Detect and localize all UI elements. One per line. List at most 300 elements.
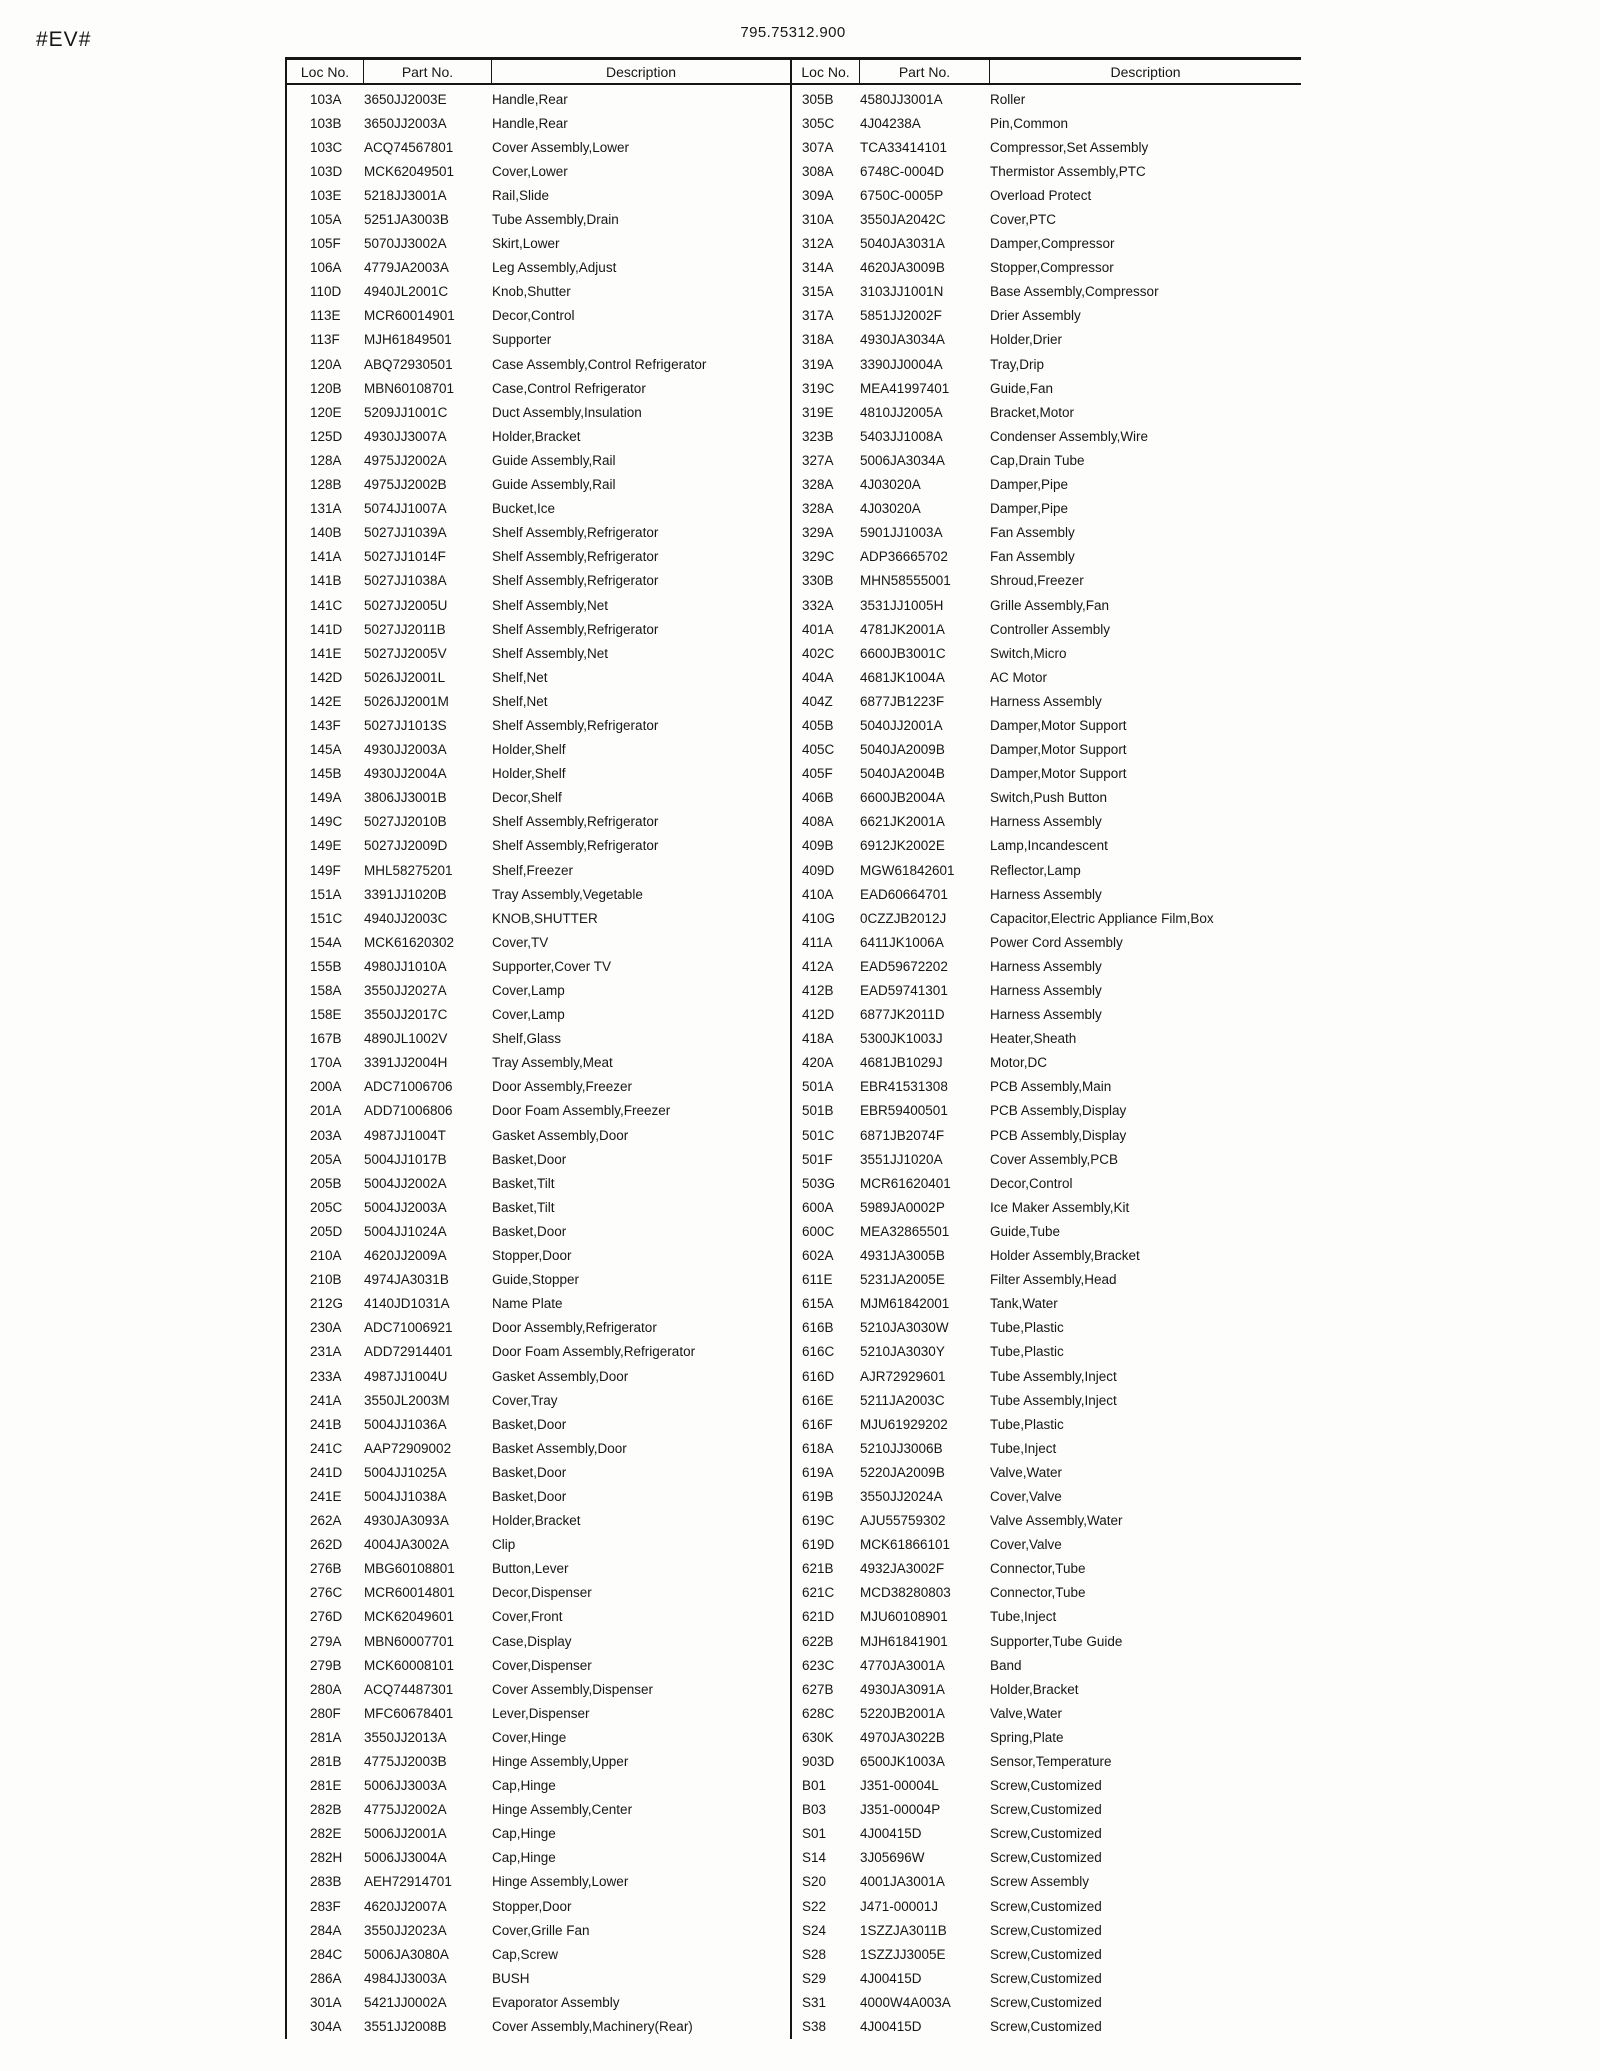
loc-no: 301A	[310, 1994, 342, 2010]
table-row	[792, 111, 1301, 135]
description: Supporter,Cover TV	[492, 958, 612, 974]
part-no: 3550JJ2027A	[364, 983, 447, 999]
description: Basket,Tilt	[492, 1175, 555, 1191]
part-no: 4940JL2001C	[364, 284, 449, 300]
table-row	[287, 376, 790, 400]
description: Screw,Customized	[990, 1802, 1102, 1818]
part-no: 5210JA3030Y	[860, 1344, 945, 1360]
table-row	[287, 400, 790, 424]
loc-no: 283F	[310, 1898, 341, 1914]
table-row	[287, 1003, 790, 1027]
table-row	[287, 1171, 790, 1195]
loc-no: 319A	[802, 356, 834, 372]
table-row	[792, 256, 1301, 280]
description: Connector,Tube	[990, 1585, 1086, 1601]
part-no: MCK60008101	[364, 1657, 455, 1673]
part-no: AAP72909002	[364, 1440, 452, 1456]
description: Tube Assembly,Inject	[990, 1368, 1117, 1384]
part-no: MBG60108801	[364, 1561, 455, 1577]
part-no: 4974JA3031B	[364, 1272, 449, 1288]
loc-no: 619D	[802, 1537, 835, 1553]
table-row	[792, 786, 1301, 810]
table-row	[287, 424, 790, 448]
part-no: 5004JJ1038A	[364, 1488, 447, 1504]
description: Tube Assembly,Inject	[990, 1392, 1117, 1408]
part-no: 4930JJ3007A	[364, 428, 447, 444]
table-row	[287, 1990, 790, 2014]
table-row	[287, 1918, 790, 1942]
table-row	[287, 1027, 790, 1051]
loc-no: S01	[802, 1826, 827, 1842]
part-no: 4810JJ2005A	[860, 404, 943, 420]
loc-no: 304A	[310, 2019, 342, 2035]
loc-no: 158E	[310, 1007, 342, 1023]
description: Case,Display	[492, 1633, 572, 1649]
part-no: 4940JJ2003C	[364, 910, 448, 926]
part-no: 5027JJ1038A	[364, 573, 447, 589]
part-no: 5027JJ2005U	[364, 597, 448, 613]
description: Cover,Lamp	[492, 983, 565, 999]
table-row	[287, 1677, 790, 1701]
part-no: 5004JJ2003A	[364, 1199, 447, 1215]
loc-no: S24	[802, 1922, 827, 1938]
loc-no: 142E	[310, 693, 342, 709]
table-row	[287, 1123, 790, 1147]
loc-no: 276D	[310, 1609, 343, 1625]
table-row	[287, 641, 790, 665]
loc-no: 145B	[310, 766, 342, 782]
loc-no: 155B	[310, 958, 342, 974]
part-no: 5004JJ1017B	[364, 1151, 447, 1167]
table-row	[287, 1966, 790, 1990]
loc-no: 621D	[802, 1609, 835, 1625]
description: Cover Assembly,PCB	[990, 1151, 1119, 1167]
loc-no: 404Z	[802, 693, 833, 709]
part-no: 4681JB1029J	[860, 1055, 943, 1071]
table-row	[287, 1725, 790, 1749]
part-no: 3391JJ2004H	[364, 1055, 448, 1071]
loc-no: 149C	[310, 814, 343, 830]
table-row	[287, 906, 790, 930]
loc-no: 412A	[802, 958, 834, 974]
description: Tube,Inject	[990, 1440, 1057, 1456]
description: Cover Assembly,Lower	[492, 139, 630, 155]
part-no: ACQ74487301	[364, 1681, 454, 1697]
table-row	[792, 424, 1301, 448]
part-no: 5901JJ1003A	[860, 525, 943, 541]
table-row	[287, 858, 790, 882]
loc-no: 210B	[310, 1272, 342, 1288]
part-no: MEA32865501	[860, 1223, 950, 1239]
table-row	[287, 497, 790, 521]
table-row	[287, 1653, 790, 1677]
table-row	[287, 1798, 790, 1822]
part-no: 4987JJ1004T	[364, 1127, 446, 1143]
table-row	[792, 1749, 1301, 1773]
table-row	[287, 111, 790, 135]
description: Harness Assembly	[990, 886, 1102, 902]
part-no: 6871JB2074F	[860, 1127, 945, 1143]
table-row	[792, 448, 1301, 472]
description: Cover,Grille Fan	[492, 1922, 590, 1938]
part-no: MJU60108901	[860, 1609, 948, 1625]
description: Screw,Customized	[990, 2019, 1102, 2035]
loc-no: 141D	[310, 621, 343, 637]
table-row	[792, 1051, 1301, 1075]
part-no: 4980JJ1010A	[364, 958, 447, 974]
description: Tube,Plastic	[990, 1416, 1064, 1432]
loc-no: 205C	[310, 1199, 343, 1215]
loc-no: 410A	[802, 886, 834, 902]
table-row	[792, 2015, 1301, 2039]
part-no: J351-00004P	[860, 1802, 941, 1818]
table-row	[792, 352, 1301, 376]
loc-no: 405C	[802, 742, 835, 758]
description: Tray Assembly,Vegetable	[492, 886, 643, 902]
table-row	[287, 135, 790, 159]
part-no: 6411JK1006A	[860, 934, 944, 950]
loc-no: 276C	[310, 1585, 343, 1601]
part-no: 5027JJ2005V	[364, 645, 447, 661]
table-row	[287, 1533, 790, 1557]
description: Spring,Plate	[990, 1729, 1064, 1745]
loc-no: 409D	[802, 862, 835, 878]
description: Condenser Assembly,Wire	[990, 428, 1149, 444]
loc-no: 329C	[802, 549, 835, 565]
part-no: 4620JJ2007A	[364, 1898, 447, 1914]
description: Shelf Assembly,Net	[492, 645, 609, 661]
description: Door Foam Assembly,Refrigerator	[492, 1344, 696, 1360]
description: Sensor,Temperature	[990, 1754, 1112, 1770]
loc-no: 281B	[310, 1754, 342, 1770]
column-header-part: Part No.	[364, 60, 492, 83]
part-no: 5210JA3030W	[860, 1320, 949, 1336]
parts-table-right-half	[790, 60, 1301, 2039]
table-row	[792, 1701, 1301, 1725]
description: Stopper,Door	[492, 1248, 572, 1264]
part-no: 3550JA2042C	[860, 212, 946, 228]
description: Damper,Pipe	[990, 501, 1069, 517]
part-no: 5004JJ2002A	[364, 1175, 447, 1191]
part-no: 4930JJ2003A	[364, 742, 447, 758]
loc-no: 151A	[310, 886, 342, 902]
loc-no: 141B	[310, 573, 342, 589]
table-row	[287, 1292, 790, 1316]
loc-no: 241D	[310, 1464, 343, 1480]
table-row	[287, 207, 790, 231]
table-row	[287, 1099, 790, 1123]
table-row	[792, 1966, 1301, 1990]
table-row	[287, 1244, 790, 1268]
description: Button,Lever	[492, 1561, 569, 1577]
description: PCB Assembly,Display	[990, 1103, 1127, 1119]
description: Tube,Plastic	[990, 1320, 1064, 1336]
table-row	[792, 1557, 1301, 1581]
table-row	[287, 930, 790, 954]
description: Cap,Hinge	[492, 1826, 556, 1842]
loc-no: 619A	[802, 1464, 834, 1480]
description: Supporter	[492, 332, 552, 348]
loc-no: 103D	[310, 163, 343, 179]
description: Shelf Assembly,Refrigerator	[492, 573, 659, 589]
part-no: 3391JJ1020B	[364, 886, 447, 902]
description: Valve,Water	[990, 1464, 1063, 1480]
table-row	[287, 1484, 790, 1508]
description: Cap,Screw	[492, 1946, 559, 1962]
description: Cover,Lower	[492, 163, 568, 179]
table-row	[287, 1846, 790, 1870]
part-no: MGW61842601	[860, 862, 955, 878]
loc-no: 501A	[802, 1079, 834, 1095]
loc-no: 103A	[310, 91, 342, 107]
part-no: MCR60014901	[364, 308, 455, 324]
part-no: ADC71006706	[364, 1079, 453, 1095]
description: Filter Assembly,Head	[990, 1272, 1117, 1288]
description: Damper,Motor Support	[990, 717, 1127, 733]
table-row	[287, 569, 790, 593]
description: Shelf,Net	[492, 693, 548, 709]
description: Cover,Valve	[990, 1488, 1062, 1504]
table-row	[792, 1195, 1301, 1219]
table-row	[792, 1629, 1301, 1653]
description: Holder,Bracket	[990, 1681, 1079, 1697]
table-row	[792, 545, 1301, 569]
description: Hinge Assembly,Center	[492, 1802, 633, 1818]
description: Damper,Motor Support	[990, 742, 1127, 758]
part-no: 4J00415D	[860, 1826, 922, 1842]
table-row	[287, 786, 790, 810]
loc-no: 317A	[802, 308, 834, 324]
part-no: 4770JA3001A	[860, 1657, 945, 1673]
table-row	[287, 665, 790, 689]
part-no: AEH72914701	[364, 1874, 452, 1890]
loc-no: 307A	[802, 139, 834, 155]
parts-table-left-half	[285, 60, 790, 2039]
table-row	[287, 232, 790, 256]
part-no: MHN58555001	[860, 573, 951, 589]
loc-no: 158A	[310, 983, 342, 999]
part-no: 5027JJ2011B	[364, 621, 446, 637]
part-no: 3390JJ0004A	[860, 356, 943, 372]
table-row	[792, 930, 1301, 954]
part-no: 5209JJ1001C	[364, 404, 448, 420]
loc-no: 314A	[802, 260, 834, 276]
description: Case Assembly,Control Refrigerator	[492, 356, 707, 372]
table-row	[792, 1003, 1301, 1027]
table-row	[792, 280, 1301, 304]
part-no: 5004JJ1025A	[364, 1464, 447, 1480]
loc-no: 105A	[310, 212, 342, 228]
part-no: 5004JJ1036A	[364, 1416, 447, 1432]
table-row	[792, 376, 1301, 400]
description: Power Cord Assembly	[990, 934, 1123, 950]
description: Fan Assembly	[990, 549, 1075, 565]
loc-no: B03	[802, 1802, 827, 1818]
description: Base Assembly,Compressor	[990, 284, 1159, 300]
description: AC Motor	[990, 669, 1048, 685]
part-no: 4001JA3001A	[860, 1874, 945, 1890]
part-no: ADP36665702	[860, 549, 948, 565]
part-no: 5231JA2005E	[860, 1272, 945, 1288]
loc-no: 283B	[310, 1874, 342, 1890]
loc-no: 141A	[310, 549, 342, 565]
part-no: MBN60007701	[364, 1633, 455, 1649]
table-row	[287, 1701, 790, 1725]
loc-no: 231A	[310, 1344, 342, 1360]
description: Harness Assembly	[990, 983, 1102, 999]
description: Cover,PTC	[990, 212, 1057, 228]
description: Clip	[492, 1537, 516, 1553]
loc-no: 145A	[310, 742, 342, 758]
loc-no: 110D	[310, 284, 342, 300]
description: Lever,Dispenser	[492, 1705, 590, 1721]
table-row	[287, 473, 790, 497]
description: Holder Assembly,Bracket	[990, 1248, 1140, 1264]
table-row	[792, 1990, 1301, 2014]
table-row	[287, 545, 790, 569]
part-no: 4620JA3009B	[860, 260, 945, 276]
loc-no: 327A	[802, 452, 834, 468]
description: Harness Assembly	[990, 1007, 1102, 1023]
loc-no: 623C	[802, 1657, 835, 1673]
description: Pin,Common	[990, 115, 1069, 131]
part-no: 5421JJ0002A	[364, 1994, 447, 2010]
loc-no: 628C	[802, 1705, 835, 1721]
part-no: 6877JB1223F	[860, 693, 945, 709]
loc-no: 615A	[802, 1296, 834, 1312]
loc-no: 418A	[802, 1031, 834, 1047]
table-row	[792, 641, 1301, 665]
part-no: J351-00004L	[860, 1778, 939, 1794]
table-row	[792, 473, 1301, 497]
description: Harness Assembly	[990, 814, 1102, 830]
part-no: 6500JK1003A	[860, 1754, 945, 1770]
part-no: 6748C-0004D	[860, 163, 945, 179]
part-no: EAD60664701	[860, 886, 948, 902]
table-row	[287, 1147, 790, 1171]
loc-no: 305C	[802, 115, 835, 131]
part-no: MCK61620302	[364, 934, 455, 950]
loc-no: 616B	[802, 1320, 834, 1336]
loc-no: 280F	[310, 1705, 341, 1721]
table-row	[287, 183, 790, 207]
part-no: 4930JJ2004A	[364, 766, 447, 782]
table-row	[287, 1316, 790, 1340]
description: Door Foam Assembly,Freezer	[492, 1103, 671, 1119]
loc-no: 600C	[802, 1223, 835, 1239]
part-no: 4975JJ2002A	[364, 452, 447, 468]
table-row	[287, 1894, 790, 1918]
part-no: 4930JA3034A	[860, 332, 945, 348]
part-no: 4984JJ3003A	[364, 1970, 447, 1986]
description: Door Assembly,Freezer	[492, 1079, 633, 1095]
loc-no: 201A	[310, 1103, 342, 1119]
loc-no: 328A	[802, 477, 834, 493]
table-row	[792, 1436, 1301, 1460]
description: Skirt,Lower	[492, 236, 560, 252]
table-row	[792, 1268, 1301, 1292]
description: Grille Assembly,Fan	[990, 597, 1110, 613]
part-no: MJM61842001	[860, 1296, 950, 1312]
table-row	[792, 1822, 1301, 1846]
loc-no: 106A	[310, 260, 342, 276]
table-row	[287, 1629, 790, 1653]
table-row	[792, 1725, 1301, 1749]
part-no: MFC60678401	[364, 1705, 454, 1721]
description: Leg Assembly,Adjust	[492, 260, 617, 276]
part-no: 4931JA3005B	[860, 1248, 945, 1264]
part-no: MEA41997401	[860, 380, 950, 396]
description: Guide Assembly,Rail	[492, 477, 616, 493]
part-no: MCD38280803	[860, 1585, 951, 1601]
part-no: J471-00001J	[860, 1898, 939, 1914]
description: Hinge Assembly,Lower	[492, 1874, 629, 1890]
description: Screw,Customized	[990, 1850, 1102, 1866]
part-no: TCA33414101	[860, 139, 948, 155]
loc-no: 141C	[310, 597, 343, 613]
loc-no: 281A	[310, 1729, 342, 1745]
description: Case,Control Refrigerator	[492, 380, 646, 396]
table-row	[792, 159, 1301, 183]
part-no: 5220JA2009B	[860, 1464, 945, 1480]
loc-no: 149F	[310, 862, 341, 878]
description: Valve Assembly,Water	[990, 1513, 1123, 1529]
description: Shelf Assembly,Refrigerator	[492, 549, 659, 565]
table-row	[792, 521, 1301, 545]
description: Controller Assembly	[990, 621, 1111, 637]
part-no: 3550JJ2024A	[860, 1488, 943, 1504]
part-no: MCR60014801	[364, 1585, 455, 1601]
table-row	[792, 1870, 1301, 1894]
loc-no: 103E	[310, 187, 342, 203]
table-row	[792, 713, 1301, 737]
table-row	[792, 689, 1301, 713]
ev-marker: #EV#	[36, 28, 92, 51]
part-no: MJU61929202	[860, 1416, 948, 1432]
description: Guide,Tube	[990, 1223, 1061, 1239]
table-row	[792, 1412, 1301, 1436]
loc-no: 210A	[310, 1248, 342, 1264]
table-row	[287, 1195, 790, 1219]
loc-no: 616C	[802, 1344, 835, 1360]
part-no: 6750C-0005P	[860, 187, 944, 203]
description: Tank,Water	[990, 1296, 1058, 1312]
description: Damper,Motor Support	[990, 766, 1127, 782]
column-header-part: Part No.	[860, 60, 990, 83]
description: BUSH	[492, 1970, 530, 1986]
loc-no: 276B	[310, 1561, 342, 1577]
loc-no: 616D	[802, 1368, 835, 1384]
table-row	[287, 1460, 790, 1484]
part-no: 3650JJ2003E	[364, 91, 447, 107]
loc-no: 611E	[802, 1272, 833, 1288]
loc-no: 140B	[310, 525, 342, 541]
description: Heater,Sheath	[990, 1031, 1077, 1047]
loc-no: 619B	[802, 1488, 834, 1504]
table-row	[792, 87, 1301, 111]
table-row	[287, 1870, 790, 1894]
part-no: MCK62049601	[364, 1609, 455, 1625]
part-no: MBN60108701	[364, 380, 455, 396]
description: Shelf Assembly,Refrigerator	[492, 717, 659, 733]
loc-no: 131A	[310, 501, 342, 517]
table-row	[792, 207, 1301, 231]
loc-no: 408A	[802, 814, 834, 830]
loc-no: 404A	[802, 669, 834, 685]
loc-no: 103B	[310, 115, 342, 131]
loc-no: 281E	[310, 1778, 342, 1794]
table-row	[792, 1292, 1301, 1316]
